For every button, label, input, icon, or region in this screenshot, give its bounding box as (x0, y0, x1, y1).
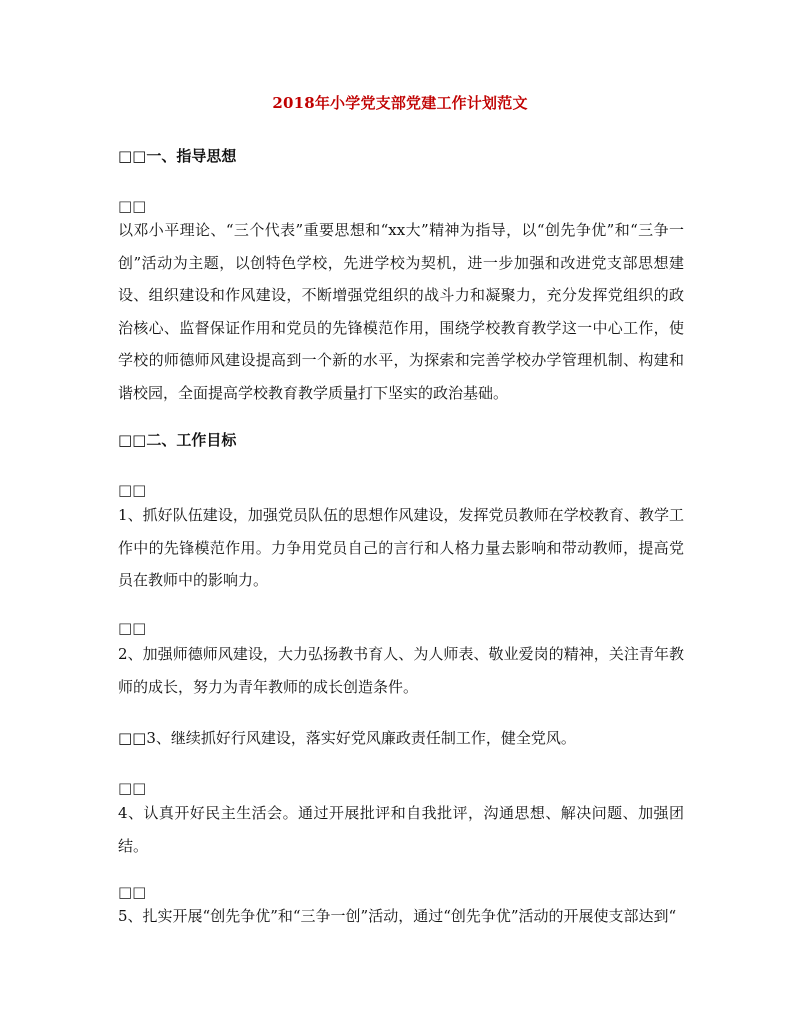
blank-placeholder: □□ (118, 619, 147, 637)
paragraph-goal-5: 5、扎实开展“创先争优”和“三争一创”活动，通过“创先争优”活动的开展使支部达到“ (118, 907, 677, 925)
blank-placeholder: □□ (118, 197, 147, 215)
document-title: 2018年小学党支部党建工作计划范文 (272, 94, 528, 112)
paragraph-goal-1: 1、抓好队伍建设，加强党员队伍的思想作风建设，发挥党员教师在学校教育、教学工作中的先锋模范作用。力争用党员自己的言行和人格力量去影响和带动教师，提高党员在教师中的影响力。 (118, 506, 684, 589)
paragraph-guiding-ideology: 以邓小平理论、“三个代表”重要思想和“xx大”精神为指导，以“创先争优”和“三争一创”活动为主题，以创特色学校，先进学校为契机，进一步加强和改进党支部思想建设、组织建设和作风建设，不断增强党组织的战斗力和凝聚力，充分发挥党组织的政治核心、监督保证作用和党员的先锋模范作用，围绕学校教育教学这一中心工作，使学校的师德师风建设提高到一个新的水平，为探索和完善学校办学管理机制、构建和谐校园，全面提高学校教育教学质量打下坚实的政治基础。 (118, 221, 684, 402)
section-heading-guiding-ideology: □□一、指导思想 (118, 147, 237, 165)
paragraph-goal-2: 2、加强师德师风建设，大力弘扬教书育人、为人师表、敬业爱岗的精神，关注青年教师的成长，努力为青年教师的成长创造条件。 (118, 645, 684, 696)
blank-placeholder: □□ (118, 883, 147, 901)
paragraph-goal-4: 4、认真开好民主生活会。通过开展批评和自我批评，沟通思想、解决问题、加强团结。 (118, 804, 684, 855)
blank-placeholder: □□ (118, 779, 147, 797)
paragraph-goal-3: □□3、继续抓好行风建设，落实好党风廉政责任制工作，健全党风。 (118, 729, 576, 747)
blank-placeholder: □□ (118, 481, 147, 499)
section-heading-work-goals: □□二、工作目标 (118, 431, 237, 449)
